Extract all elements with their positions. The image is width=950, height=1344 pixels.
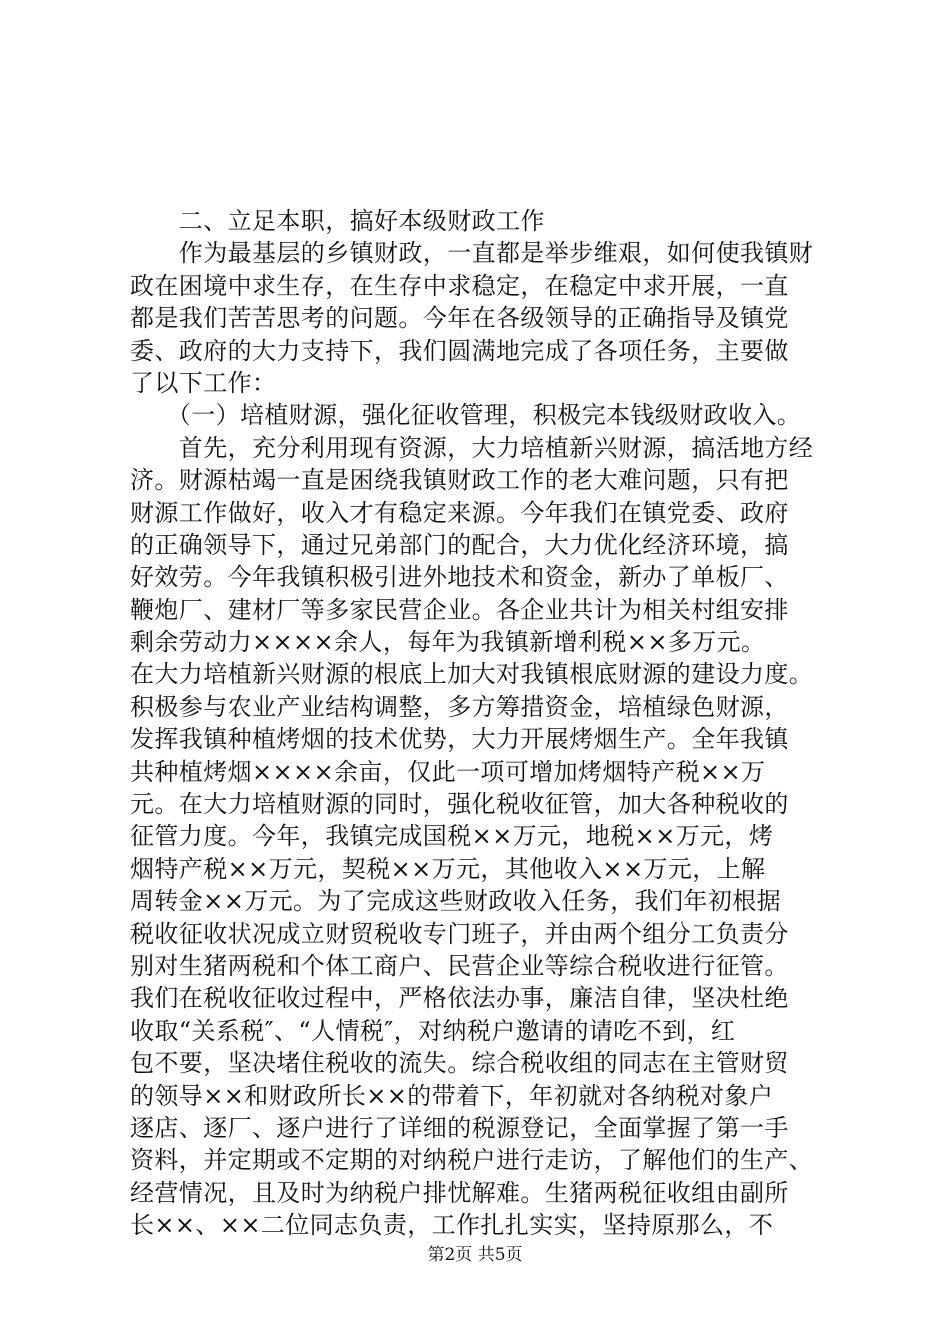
text-line: 共种植烤烟××××余亩，仅此一项可增加烤烟特产税××万 <box>130 757 766 786</box>
text-line: 都是我们苦苦思考的问题。今年在各级领导的正确指导及镇党 <box>130 304 789 333</box>
text-line: 的领导××和财政所长××的带着下，年初就对各纳税对象户 <box>130 1081 774 1110</box>
page-number-footer: 第2页 共5页 <box>427 1245 523 1265</box>
text-line: 委、政府的大力支持下，我们圆满地完成了各项任务，主要做 <box>130 336 789 365</box>
text-line: 周转金××万元。为了完成这些财政收入任务，我们年初根据 <box>130 887 782 916</box>
text-line: 我们在税收征收过程中，严格依法办事，廉洁自律，坚决杜绝 <box>130 984 789 1013</box>
text-line: 元。在大力培植财源的同时，强化税收征管，加大各种税收的 <box>130 790 789 819</box>
text-line: 财源工作做好，收入才有稳定来源。今年我们在镇党委、政府 <box>130 498 789 527</box>
document-body <box>130 205 830 1242</box>
text-line: 长××、××二位同志负责，工作扎扎实实，坚持原那么，不 <box>130 1211 774 1240</box>
text-line: 别对生猪两税和个体工商户、民营企业等综合税收进行征管。 <box>130 951 789 980</box>
text-line: 政在困境中求生存，在生存中求稳定，在稳定中求开展，一直 <box>130 271 789 300</box>
text-line: 的正确领导下，通过兄弟部门的配合，大力优化经济环境，搞 <box>130 530 789 559</box>
text-line: 资料，并定期或不定期的对纳税户进行走访，了解他们的生产、 <box>130 1146 814 1175</box>
text-line: 烟特产税××万元，契税××万元，其他收入××万元，上解 <box>130 854 766 883</box>
text-line: 济。财源枯竭一直是困绕我镇财政工作的老大难问题，只有把 <box>130 466 789 495</box>
text-line: 积极参与农业产业结构调整，多方筹措资金，培植绿色财源， <box>130 692 789 721</box>
text-line: 税收征收状况成立财贸税收专门班子，并由两个组分工负责分 <box>130 919 789 948</box>
text-line: 鞭炮厂、建材厂等多家民营企业。各企业共计为相关村组安排 <box>130 595 789 624</box>
text-line: 了以下工作： <box>130 368 277 397</box>
text-line: 在大力培植新兴财源的根底上加大对我镇根底财源的建设力度。 <box>130 660 814 689</box>
text-line: 好效劳。今年我镇积极引进外地技术和资金，新办了单板厂、 <box>130 563 789 592</box>
text-line: 包不要，坚决堵住税收的流失。综合税收组的同志在主管财贸 <box>130 1049 789 1078</box>
subsection-heading: （一）培植财源，强化征收管理，积极完本钱级财政收入。 <box>130 401 802 430</box>
text-line: 逐店、逐厂、逐户进行了详细的税源登记，全面掌握了第一手 <box>130 1113 789 1142</box>
text-line: 剩余劳动力××××余人，每年为我镇新增利税××多万元。 <box>130 628 766 657</box>
text-line: 作为最基层的乡镇财政，一直都是举步维艰，如何使我镇财 <box>130 239 814 268</box>
text-line: 征管力度。今年，我镇完成国税××万元，地税××万元，烤 <box>130 822 774 851</box>
text-line: 经营情况，且及时为纳税户排忧解难。生猪两税征收组由副所 <box>130 1178 789 1207</box>
text-line: 首先，充分利用现有资源，大力培植新兴财源，搞活地方经 <box>130 433 814 462</box>
text-line: 收取“关系税″、“人情税″，对纳税户邀请的请吃不到，红 <box>130 1016 736 1045</box>
section-heading: 二、立足本职，搞好本级财政工作 <box>130 207 545 235</box>
text-line: 发挥我镇种植烤烟的技术优势，大力开展烤烟生产。全年我镇 <box>130 725 789 754</box>
